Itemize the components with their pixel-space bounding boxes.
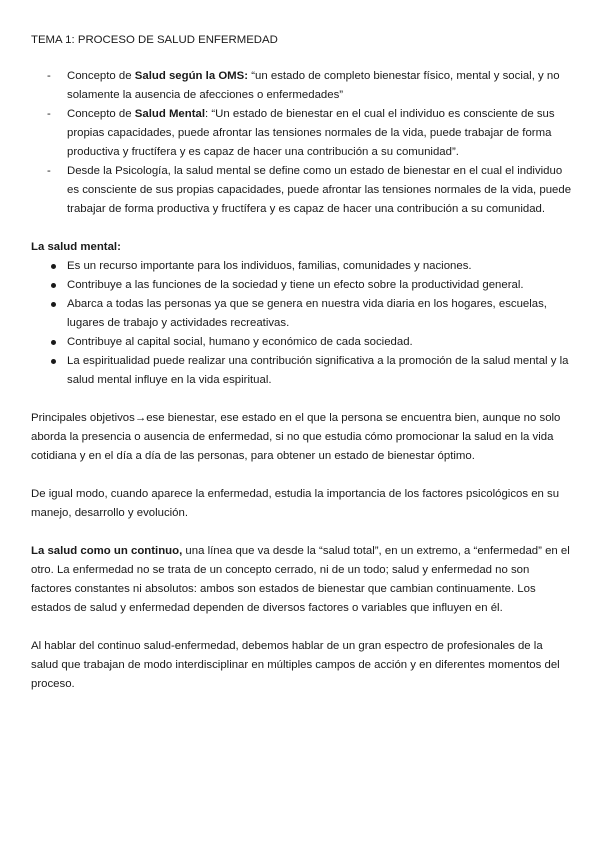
definition-text: : “Un estado de bienestar en el cual el individuo es consciente de sus propias capacidades, puede afrontar las tensiones normales de la vida, puede trabajar de forma productiva y fructífera y es capaz de hacer una contribución a su comunidad”. (67, 108, 555, 158)
definition-item-mental-health (31, 105, 572, 162)
paragraph-illness: De igual modo, cuando aparece la enfermedad, estudia la importancia de los factores psicológicos en su manejo, desarrollo y evolución. (31, 488, 560, 519)
dash-bullet: - (47, 165, 51, 177)
definition-term: Salud Mental (134, 108, 206, 120)
document-title: TEMA 1: PROCESO DE SALUD ENFERMEDAD (31, 34, 278, 46)
definitions-list (31, 67, 572, 219)
list-item: Abarca a todas las personas ya que se genera en nuestra vida diaria en los hogares, escuelas, lugares de trabajo y actividades recreativas. (31, 295, 572, 333)
paragraph-professionals: Al hablar del continuo salud-enfermedad, debemos hablar de un gran espectro de profesionales de la salud que trabajan de modo interdisciplinar en múltiples campos de acción y en diferentes momentos del proceso. (31, 640, 560, 690)
continuum-term: La salud como un continuo, (31, 545, 183, 557)
definition-item-psychology (31, 162, 572, 219)
list-item: Es un recurso importante para los individuos, familias, comunidades y naciones. (31, 257, 572, 276)
definition-term: Salud según la OMS: (134, 70, 249, 82)
definition-text: “un estado de completo bienestar físico, mental y social, y no solamente la ausencia de afecciones o enfermedades” (67, 70, 560, 101)
list-item: La espiritualidad puede realizar una contribución significativa a la promoción de la salud mental y la salud mental influye en la vida espiritual. (31, 352, 572, 390)
definition-prefix: Concepto de (67, 108, 135, 120)
bullet-dot (51, 283, 56, 288)
mental-health-list (31, 257, 572, 390)
dash-bullet: - (47, 108, 51, 120)
bullet-dot (51, 264, 56, 269)
bullet-dot (51, 359, 56, 364)
paragraph-objectives: Principales objetivos→ese bienestar, ese estado en el que la persona se encuentra bien, aunque no solo aborda la presencia o ausencia de enfermedad, si no que estudia cómo promocionar la salud en la vida cotidiana y en el día a día de las personas, para obtener un estado de bienestar óptimo. (31, 412, 561, 462)
definition-prefix: Concepto de (67, 70, 135, 82)
continuum-text: una línea que va desde la “salud total”, en un extremo, a “enfermedad” en el otro. La enfermedad no se trata de un concepto cerrado, ni de un todo; salud y enfermedad no son factores constantes ni absolutos: ambos son estados de bienestar que cambian continuamente. Los estados de salud y enfermedad dependen de diversos factores o variables que influyen en él. (31, 545, 570, 614)
bullet-dot (51, 340, 56, 345)
list-item: Contribuye al capital social, humano y económico de cada sociedad. (31, 333, 572, 352)
definition-item-who (31, 67, 572, 105)
definition-text: Desde la Psicología, la salud mental se define como un estado de bienestar en el cual el individuo es consciente de sus propias capacidades, puede afrontar las tensiones normales de la vida, puede trabajar de forma productiva y fructífera y es capaz de hacer una contribución a su comunidad. (67, 165, 572, 215)
bullet-dot (51, 302, 56, 307)
mental-health-heading: La salud mental: (31, 241, 121, 253)
dash-bullet: - (47, 70, 51, 82)
list-item: Contribuye a las funciones de la sociedad y tiene un efecto sobre la productividad general. (31, 276, 572, 295)
paragraph-continuum (31, 542, 572, 618)
